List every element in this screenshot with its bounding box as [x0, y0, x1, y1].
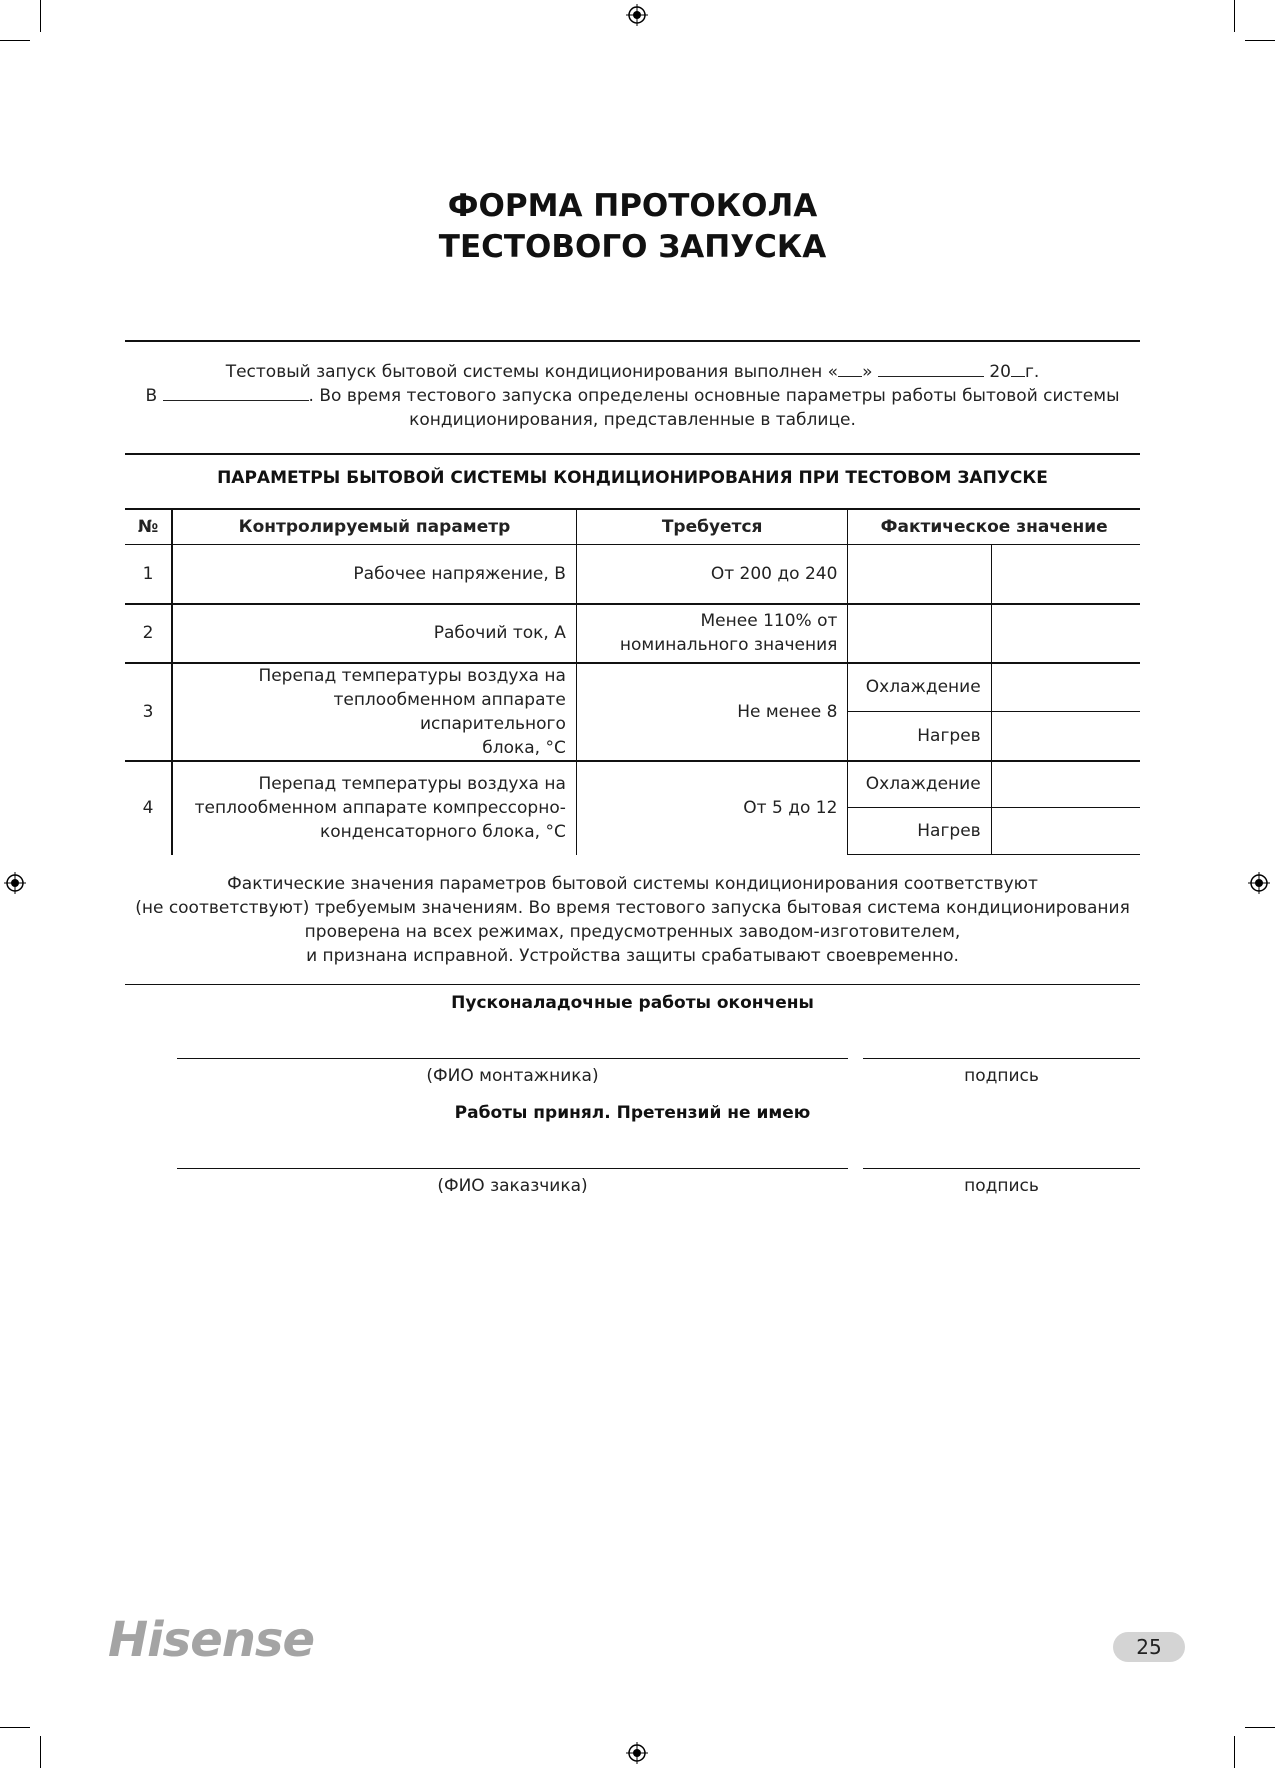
conclusion-paragraph	[125, 872, 1140, 968]
crop-mark	[0, 1727, 30, 1728]
row-required	[576, 604, 848, 663]
intro-paragraph	[125, 360, 1140, 432]
row-param	[172, 663, 576, 761]
customer-name-line[interactable]	[177, 1168, 848, 1169]
registration-mark-icon	[626, 1742, 648, 1764]
parameters-table	[125, 508, 1140, 855]
year-blank	[1011, 360, 1025, 377]
intro-line-2	[125, 384, 1140, 408]
row-param: Рабочее напряжение, В	[172, 545, 576, 604]
mode-label-cooling: Охлаждение	[848, 663, 991, 712]
actual-value-cell[interactable]	[991, 712, 1140, 761]
table-row	[125, 663, 1140, 712]
table-row	[125, 604, 1140, 663]
actual-value-cell[interactable]	[991, 663, 1140, 712]
installer-heading: Пусконаладочные работы окончены	[451, 993, 814, 1013]
header-actual: Фактическое значение	[848, 509, 1140, 545]
registration-mark-icon	[626, 4, 648, 26]
conclusion-line: проверена на всех режимах, предусмотренных заводом-изготовителем,	[304, 922, 961, 942]
actual-value-cell[interactable]	[991, 545, 1140, 604]
param-line: конденсаторного блока, °С	[320, 822, 566, 842]
row-param	[172, 761, 576, 855]
page-number: 25	[1113, 1632, 1185, 1662]
table-row	[125, 761, 1140, 808]
customer-signature-caption: подпись	[964, 1176, 1039, 1196]
installer-name-line[interactable]	[177, 1058, 848, 1059]
param-line: теплообменном аппарате испарительного	[333, 689, 566, 734]
place-blank	[163, 384, 309, 401]
row-num: 3	[125, 663, 172, 761]
registration-mark-icon	[4, 872, 26, 894]
title-line-1: ФОРМА ПРОТОКОЛА	[447, 188, 818, 224]
month-blank	[878, 360, 984, 377]
intro-line-3: кондиционирования, представленные в таблице.	[409, 410, 856, 430]
param-line: Перепад температуры воздуха на	[258, 774, 566, 794]
header-param: Контролируемый параметр	[172, 509, 576, 545]
conclusion-line: (не соответствуют) требуемым значениям. Во время тестового запуска бытовая система кондиционирования	[135, 898, 1130, 918]
intro-line-1	[125, 360, 1140, 384]
installer-signature-caption: подпись	[964, 1066, 1039, 1086]
day-blank	[838, 360, 862, 377]
page-title	[0, 186, 1265, 268]
installer-name-caption: (ФИО монтажника)	[426, 1066, 599, 1086]
registration-mark-icon	[1248, 872, 1270, 894]
year-prefix: 20	[989, 362, 1011, 382]
table-row	[125, 545, 1140, 604]
crop-mark	[1245, 40, 1275, 41]
row-num: 2	[125, 604, 172, 663]
divider	[125, 453, 1140, 455]
required-line: Менее 110% от	[700, 611, 838, 631]
divider	[125, 340, 1140, 342]
row-num: 1	[125, 545, 172, 604]
customer-signature-line[interactable]	[863, 1168, 1140, 1169]
crop-mark	[1234, 1736, 1235, 1768]
row-num: 4	[125, 761, 172, 855]
mode-label-cooling: Охлаждение	[848, 761, 991, 808]
crop-mark	[1234, 0, 1235, 32]
row-required: От 5 до 12	[576, 761, 848, 855]
conclusion-line: Фактические значения параметров бытовой системы кондиционирования соответствуют	[227, 874, 1038, 894]
installer-signature-line[interactable]	[863, 1058, 1140, 1059]
header-num: №	[125, 509, 172, 545]
param-line: Перепад температуры воздуха на	[258, 665, 566, 686]
actual-value-cell[interactable]	[991, 761, 1140, 808]
mode-label-heating: Нагрев	[848, 712, 991, 761]
intro-text: . Во время тестового запуска определены основные параметры работы бытовой системы	[308, 386, 1120, 406]
table-title: ПАРАМЕТРЫ БЫТОВОЙ СИСТЕМЫ КОНДИЦИОНИРОВАНИЯ ПРИ ТЕСТОВОМ ЗАПУСКЕ	[217, 468, 1048, 488]
row-param: Рабочий ток, А	[172, 604, 576, 663]
mode-label-heating: Нагрев	[848, 808, 991, 855]
title-line-2: ТЕСТОВОГО ЗАПУСКА	[438, 229, 827, 265]
row-required: От 200 до 240	[576, 545, 848, 604]
conclusion-line: и признана исправной. Устройства защиты срабатывают своевременно.	[306, 946, 959, 966]
header-required: Требуется	[576, 509, 848, 545]
actual-value-cell[interactable]	[848, 545, 991, 604]
divider	[125, 984, 1140, 985]
param-line: теплообменном аппарате компрессорно-	[194, 798, 566, 818]
actual-value-cell[interactable]	[848, 604, 991, 663]
crop-mark	[40, 0, 41, 32]
actual-value-cell[interactable]	[991, 604, 1140, 663]
customer-heading: Работы принял. Претензий не имею	[454, 1103, 811, 1123]
actual-value-cell[interactable]	[991, 808, 1140, 855]
crop-mark	[0, 40, 30, 41]
param-line: блока, °С	[482, 737, 566, 758]
crop-mark	[1245, 1727, 1275, 1728]
intro-text: В	[145, 386, 158, 406]
crop-mark	[40, 1736, 41, 1768]
intro-text: »	[862, 362, 873, 382]
required-line: номинального значения	[619, 635, 838, 655]
customer-name-caption: (ФИО заказчика)	[437, 1176, 588, 1196]
intro-text: Тестовый запуск бытовой системы кондиционирования выполнен «	[225, 362, 839, 382]
table-header-row	[125, 509, 1140, 545]
intro-text: г.	[1024, 362, 1040, 382]
brand-logo: Hisense	[108, 1612, 315, 1668]
row-required: Не менее 8	[576, 663, 848, 761]
